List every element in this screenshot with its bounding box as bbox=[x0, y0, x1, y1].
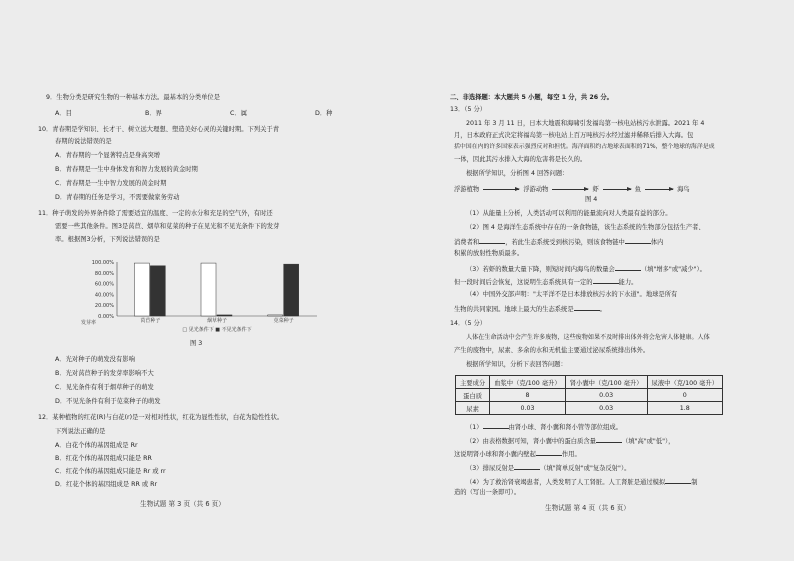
table-header: 肾小囊中（克/100 毫升） bbox=[565, 376, 647, 389]
y-tick-label: 20.00% bbox=[94, 303, 114, 310]
table-cell: 0.03 bbox=[565, 389, 647, 402]
bar-1-0 bbox=[201, 263, 216, 316]
q12-stem-line1: 12．某种植物的红花(R)与白花(r)是一对相对性状，红花为显性性状，白花为隐性性状。 bbox=[38, 414, 284, 421]
answer-blank[interactable] bbox=[514, 463, 540, 470]
q13-heading: 13．（5 分） bbox=[450, 106, 487, 113]
x-tick-label: 莴苣种子 bbox=[140, 318, 161, 324]
q10-option-c: C．青春期是一生中智力发展的黄金时期 bbox=[55, 180, 167, 187]
table-header-row bbox=[456, 376, 723, 389]
table-cell: 0 bbox=[647, 389, 723, 402]
table-cell: 尿素 bbox=[456, 402, 490, 415]
table-header: 血浆中（克/100 毫升） bbox=[490, 376, 566, 389]
chain-item-seabird: 海鸟 bbox=[677, 186, 690, 193]
q14-heading: 14．（5 分） bbox=[450, 320, 487, 327]
q13-sub4-line2: 生物的共同家园。地球上最大的生态系统是 。 bbox=[454, 306, 606, 313]
q9-option-b: B．界 bbox=[145, 110, 162, 117]
q14-sub1: （1） 由肾小球、肾小囊和肾小管等部位组成。 bbox=[466, 424, 622, 431]
y-tick-label: 40.00% bbox=[94, 292, 114, 299]
q14-para-line1: 人体在生命活动中会产生许多废物，这些废物如果不及时排出体外将会危害人体健康。人体 bbox=[466, 334, 710, 341]
q11-option-a: A．光对种子的萌发没有影响 bbox=[55, 356, 135, 363]
answer-blank[interactable] bbox=[574, 304, 600, 311]
answer-blank[interactable] bbox=[615, 264, 641, 271]
q11-stem-line3: 率。根据图3分析，下列说法错误的是 bbox=[55, 236, 160, 243]
table-cell: 0.03 bbox=[565, 402, 647, 415]
q13-sub1: （1）从能量上分析，人类活动可以利用的能量流向对人类最有益的部分。 bbox=[466, 210, 672, 217]
bar-1-1 bbox=[217, 315, 232, 316]
q11-option-b: B．光对莴苣种子的发芽率影响不大 bbox=[55, 370, 154, 377]
table-cell: 1.8 bbox=[647, 402, 723, 415]
q9-option-a: A．目 bbox=[55, 110, 72, 117]
table-row bbox=[456, 402, 723, 415]
q11-option-c: C．见光条件有利于烟草种子的萌发 bbox=[55, 384, 154, 391]
q14-instruction: 根据所学知识，分析下表回答问题： bbox=[466, 361, 567, 368]
arrow-icon bbox=[483, 189, 519, 190]
chain-item-zooplankton: 浮游动物 bbox=[523, 186, 549, 193]
q13-sub4-line1: （4）中国外交部声明："太平洋不是日本排放核污水的下水道"。地球是所有 bbox=[466, 291, 678, 298]
page-3 bbox=[30, 30, 400, 526]
food-chain bbox=[454, 184, 690, 193]
chain-item-fish: 鱼 bbox=[634, 186, 642, 193]
table-cell: 0.03 bbox=[490, 402, 566, 415]
q10-option-b: B．青春期是一生中身体发育和智力发展的黄金时期 bbox=[55, 166, 198, 173]
q12-option-c: C．红花个体的基因组成只能是 Rr 或 rr bbox=[55, 468, 166, 475]
q10-option-d: D．青春期的任务是学习，不需要做家务劳动 bbox=[55, 194, 180, 201]
section-heading: 二、非选择题：本大题共 5 小题，每空 1 分，共 26 分。 bbox=[450, 94, 613, 101]
x-tick-label: 苋菜种子 bbox=[273, 318, 294, 324]
q13-sub3-line2: 但一段时间后会恢复，这说明生态系统具有一定的 能力。 bbox=[454, 279, 638, 286]
y-tick-label: 0.00% bbox=[98, 314, 114, 320]
x-tick-label: 烟草种子 bbox=[206, 318, 228, 324]
arrow-icon bbox=[552, 189, 588, 190]
q14-sub4-line1: （4）为了救治肾衰竭患者，人类发明了人工肾脏。人工肾脏是通过模拟 制 bbox=[466, 479, 698, 486]
q11-stem-line1: 11．种子萌发的外界条件除了需要适宜的温度、一定的水分和充足的空气外，有时还 bbox=[38, 210, 273, 217]
q14-sub2-line1: （2）由表格数据可知，肾小囊中的蛋白质含量 （填"高"或"低"）， bbox=[466, 438, 675, 445]
answer-blank[interactable] bbox=[536, 449, 562, 456]
q13-instruction: 根据所学知识，分析图 4 回答问题： bbox=[466, 170, 569, 177]
table-row bbox=[456, 389, 723, 402]
y-tick-label: 80.00% bbox=[94, 270, 114, 277]
q9-option-d: D．种 bbox=[315, 110, 333, 117]
q13-para-line3: 括中国在内的许多国家表示强烈反对和担忧。海洋面积约占地球表面积的71%，整个地球的海洋是成 bbox=[454, 144, 715, 150]
y-tick-label: 100.00% bbox=[91, 260, 114, 266]
q14-sub4-line2: 造的（写出一条即可）。 bbox=[454, 489, 521, 496]
q9-option-c: C．属 bbox=[230, 110, 247, 117]
bar-0-0 bbox=[134, 263, 149, 316]
answer-blank[interactable] bbox=[593, 277, 619, 284]
q12-stem-line2: 下列说法正确的是 bbox=[55, 428, 106, 435]
answer-blank[interactable] bbox=[625, 237, 651, 244]
q13-sub2-line3: 积累的放射性物质最多。 bbox=[454, 250, 524, 257]
chain-item-phytoplankton: 浮游植物 bbox=[454, 186, 480, 193]
q14-sub2-line2: 这说明肾小球和肾小囊内壁起 作用。 bbox=[454, 451, 581, 458]
figure-3-caption: 图 3 bbox=[190, 340, 203, 347]
chart-legend: □ 见光条件下 ■ 不见光条件下 bbox=[182, 327, 252, 333]
page-4 bbox=[430, 30, 794, 526]
q14-sub3: （3）排尿反射是 （填"简单反射"或"复杂反射"）。 bbox=[466, 465, 631, 472]
urine-composition-table bbox=[455, 375, 723, 415]
q13-para-line2: 月，日本政府正式决定将福岛第一核电站上百万吨核污水经过滤并稀释后排入大海。包 bbox=[454, 132, 694, 139]
q11-option-d: D．不见光条件有利于苋菜种子的萌发 bbox=[55, 398, 161, 405]
y-axis-label: 发芽率 bbox=[81, 320, 97, 326]
q11-stem-line2: 需要一些其他条件。图3是莴苣、烟草和苋菜的种子在见光和不见光条件下的发芽 bbox=[55, 223, 280, 230]
q13-para-line4: 一体，因此其污水排入大海的危害将是长久的。 bbox=[454, 156, 587, 163]
q14-para-line2: 产生的废物中，尿素、多余的水和无机盐主要通过泌尿系统排出体外。 bbox=[454, 347, 650, 354]
table-cell: 蛋白质 bbox=[456, 389, 490, 402]
page-3-footer: 生物试题 第 3 页（共 6 页） bbox=[140, 500, 225, 508]
page-4-footer: 生物试题 第 4 页（共 6 页） bbox=[545, 504, 630, 512]
q12-option-b: B．红花个体的基因组成只能是 RR bbox=[55, 455, 152, 462]
q9-stem: 9．生物分类是研究生物的一种基本方法。最基本的分类单位是 bbox=[46, 94, 221, 101]
q10-option-a: A．青春期的一个显著特点是身高突增 bbox=[55, 152, 161, 159]
q13-sub2-line2: 消费者和 ，若此生态系统受到核污染，则该食物链中 体内 bbox=[454, 239, 664, 246]
table-header: 尿液中（克/100 毫升） bbox=[647, 376, 723, 389]
q13-para-line1: 2011 年 3 月 11 日，日本大地震和海啸引发福岛第一核电站核污水泄露。2021 年 4 bbox=[466, 120, 705, 127]
q12-option-a: A．白花个体的基因组成是 Rr bbox=[55, 442, 138, 449]
table-cell: 8 bbox=[490, 389, 566, 402]
q10-stem-line1: 10．青春期是学知识、长才干、树立远大理想、塑造美好心灵的关键时期。下列关于青 bbox=[38, 126, 279, 133]
q13-sub2-line1: （2）图 4 是海洋生态系统中存在的一条食物链，该生态系统的生物部分包括生产者、 bbox=[466, 224, 705, 231]
table-header: 主要成分 bbox=[456, 376, 490, 389]
figure-3-chart bbox=[77, 254, 327, 336]
chain-item-shrimp: 虾 bbox=[592, 186, 599, 193]
bar-2-0 bbox=[268, 315, 283, 316]
q13-sub3-line1: （3）若虾的数量大量下降，则短时间内海鸟的数量会 （填"增多"或"减少"）。 bbox=[466, 266, 706, 273]
q10-stem-line2: 春期的说法错误的是 bbox=[55, 138, 112, 145]
arrow-icon bbox=[603, 189, 631, 190]
answer-blank[interactable] bbox=[596, 436, 622, 443]
y-tick-label: 60.00% bbox=[94, 281, 114, 288]
answer-blank[interactable] bbox=[483, 422, 509, 429]
answer-blank[interactable] bbox=[665, 477, 691, 484]
bar-2-1 bbox=[284, 264, 299, 316]
q12-option-d: D．红花个体的基因组成是 RR 或 Rr bbox=[55, 481, 158, 488]
answer-blank[interactable] bbox=[479, 237, 505, 244]
bar-0-1 bbox=[150, 266, 165, 316]
arrow-icon bbox=[645, 189, 673, 190]
figure-4-caption: 图 4 bbox=[585, 196, 598, 203]
